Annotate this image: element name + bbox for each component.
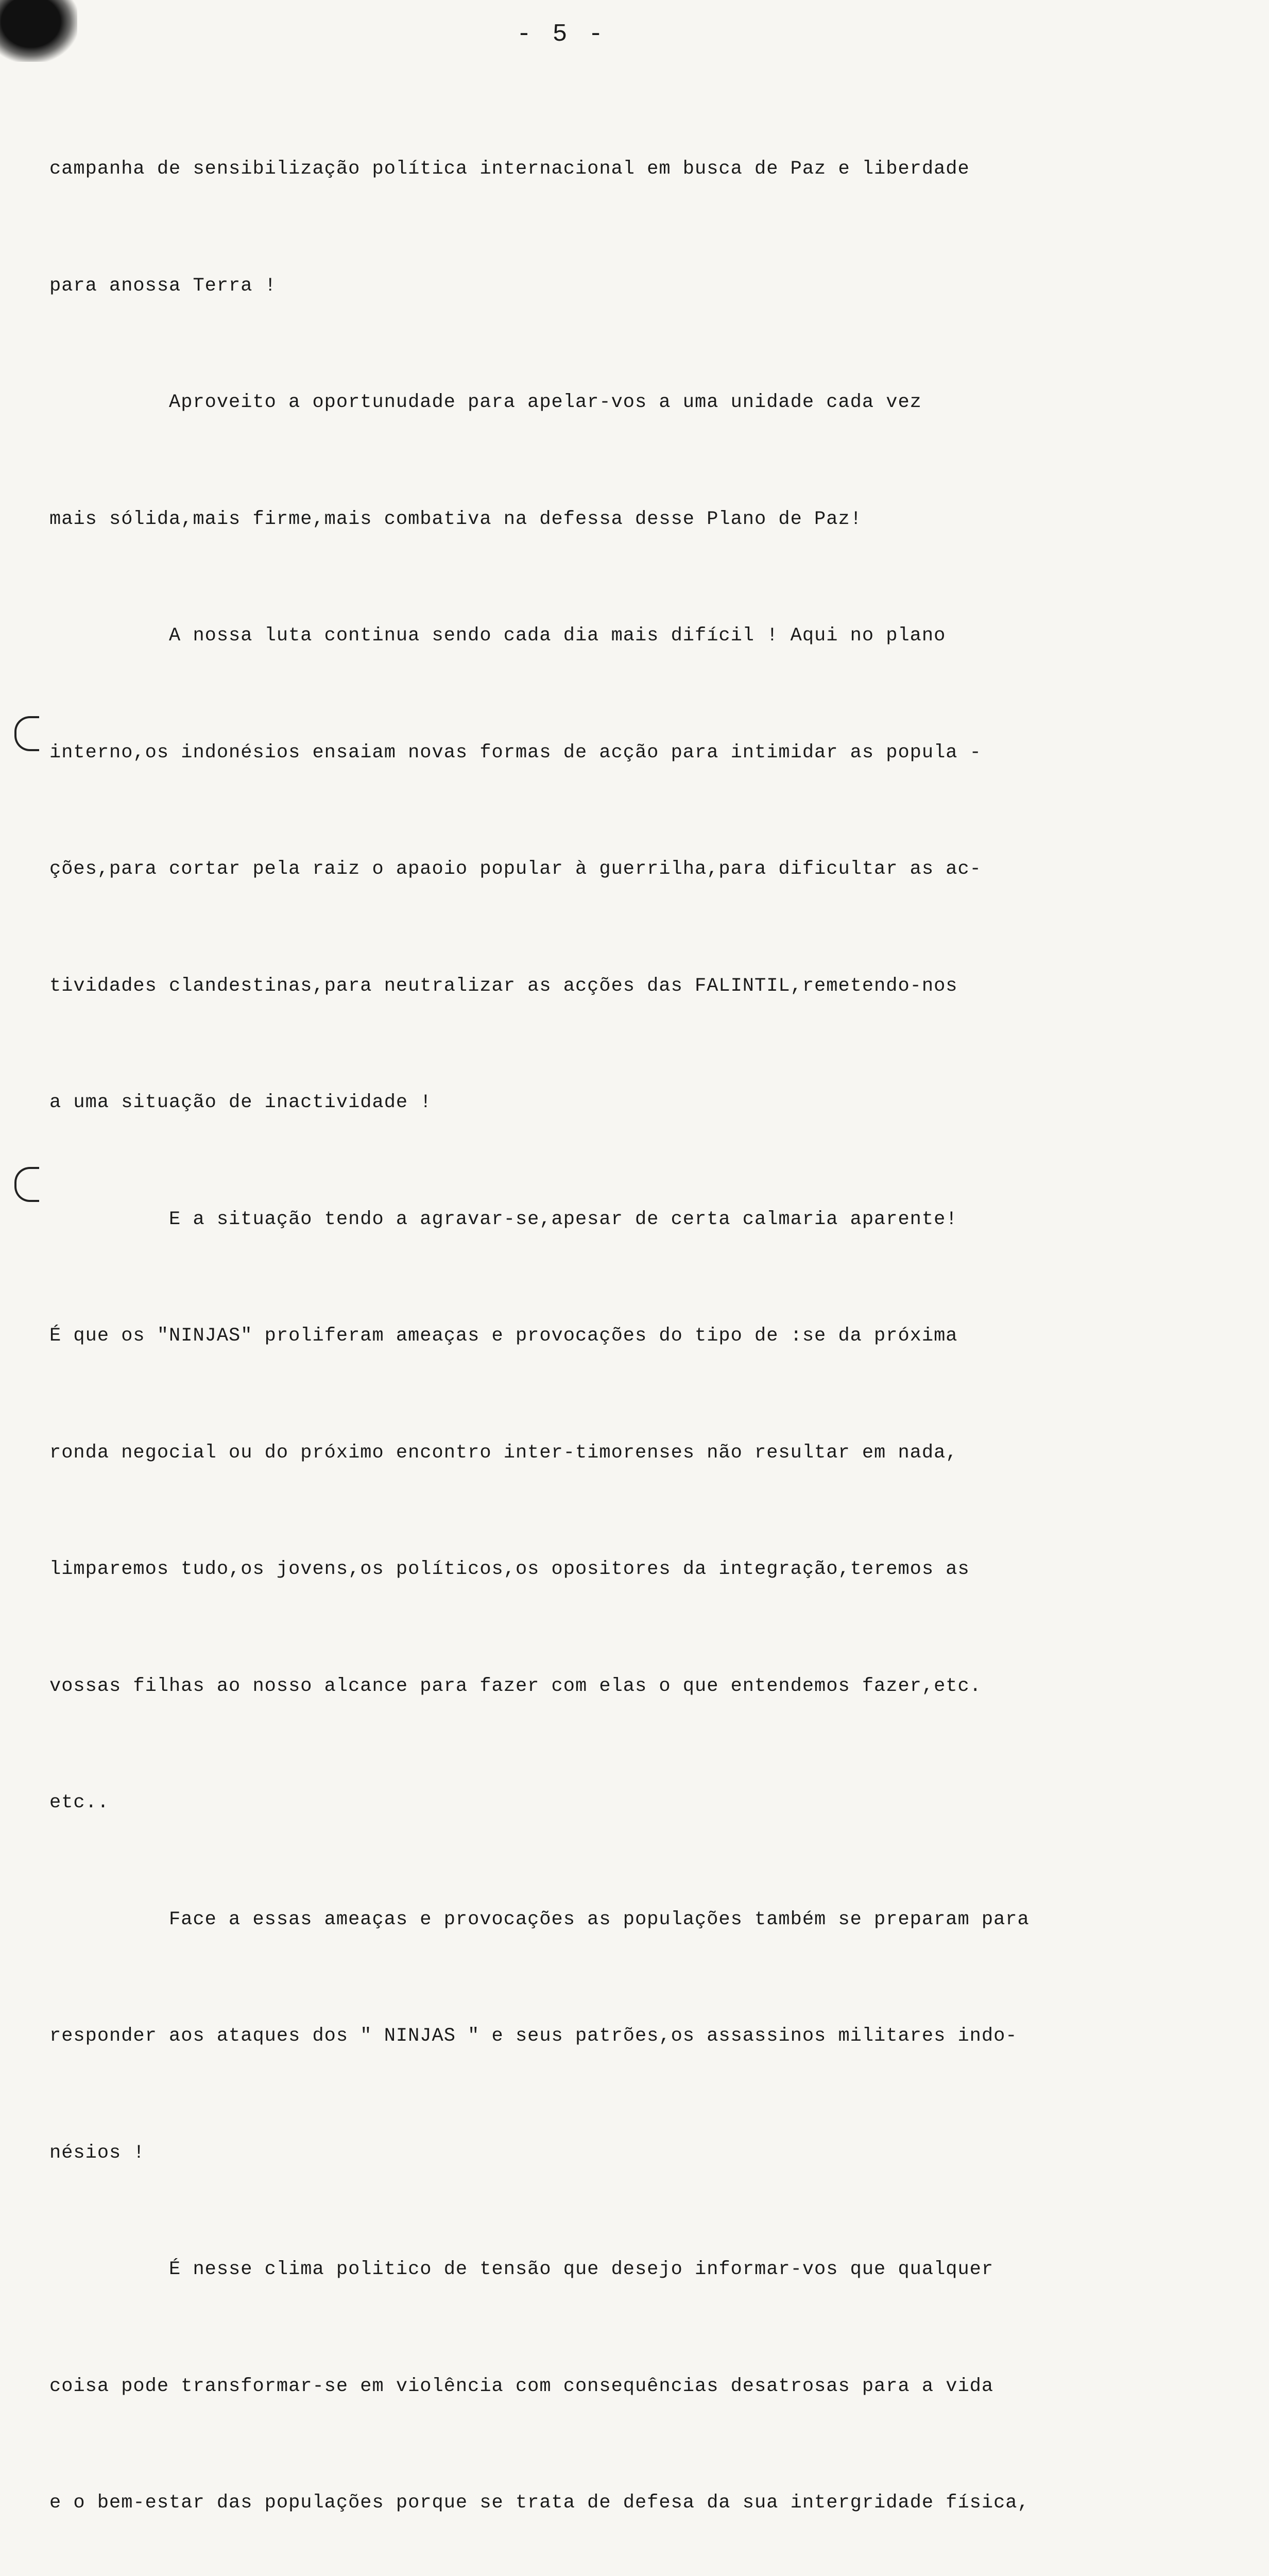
letter-body: [49, 72, 1213, 2576]
text-line: ronda negocial ou do próximo encontro inter-timorenses não resultar em nada,: [49, 1442, 958, 1464]
text-line: E a situação tendo a agravar-se,apesar de certa calmaria aparente!: [49, 1208, 958, 1230]
punch-hole-mark: [14, 1167, 39, 1202]
text-line: responder aos ataques dos " NINJAS " e seus patrões,os assassinos militares indo-: [49, 2025, 1018, 2047]
text-line: tividades clandestinas,para neutralizar as acções das FALINTIL,remetendo-nos: [49, 975, 958, 997]
text-line: para anossa Terra !: [49, 275, 277, 297]
text-line: A nossa luta continua sendo cada dia mais difícil ! Aqui no plano: [49, 625, 946, 647]
page-number: - 5 -: [516, 21, 607, 48]
text-line: coisa pode transformar-se em violência com consequências desatrosas para a vida: [49, 2375, 994, 2397]
text-line: É que os "NINJAS" proliferam ameaças e provocações do tipo de :se da próxima: [49, 1325, 958, 1347]
text-line: Aproveito a oportunudade para apelar-vos a uma unidade cada vez: [49, 392, 922, 413]
ink-blot-mark: [0, 0, 77, 62]
text-line: nésios !: [49, 2142, 145, 2164]
text-line: Face a essas ameaças e provocações as populações também se preparam para: [49, 1908, 1030, 1930]
punch-hole-mark: [14, 716, 39, 751]
text-line: interno,os indonésios ensaiam novas formas de acção para intimidar as popula -: [49, 741, 982, 764]
text-line: campanha de sensibilização política internacional em busca de Paz e liberdade: [49, 158, 970, 180]
text-line: etc..: [49, 1792, 110, 1814]
text-line: e o bem-estar das populações porque se trata de defesa da sua intergridade física,: [49, 2492, 1030, 2514]
text-line: vossas filhas ao nosso alcance para fazer com elas o que entendemos fazer,etc.: [49, 1675, 982, 1697]
text-line: ções,para cortar pela raiz o apaoio popular à guerrilha,para dificultar as ac-: [49, 858, 982, 880]
text-line: mais sólida,mais firme,mais combativa na defessa desse Plano de Paz!: [49, 508, 862, 530]
text-line: limparemos tudo,os jovens,os políticos,os opositores da integração,teremos as: [49, 1558, 970, 1580]
text-line: a uma situação de inactividade !: [49, 1092, 432, 1113]
text-line: É nesse clima politico de tensão que desejo informar-vos que qualquer: [49, 2259, 994, 2280]
